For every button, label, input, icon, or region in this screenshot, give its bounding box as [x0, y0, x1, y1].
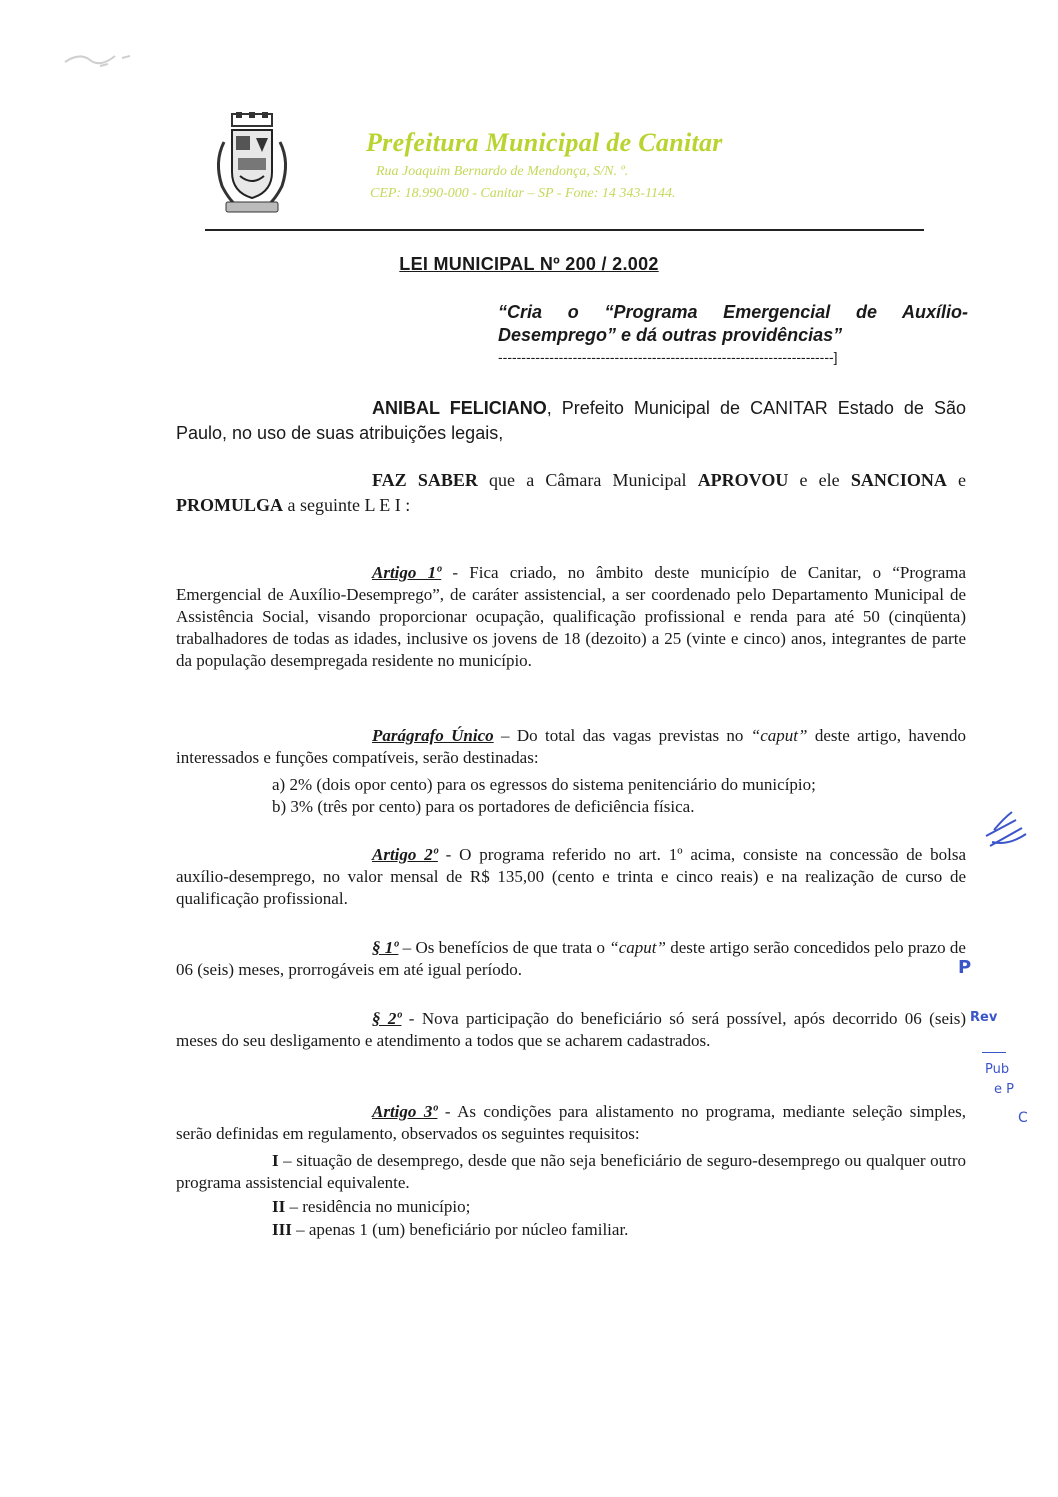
- paragraph-unico-caput: “caput”: [750, 726, 808, 745]
- handwritten-pub-note: Pub: [985, 1062, 1010, 1077]
- handwritten-rev-note: Rev: [970, 1010, 998, 1025]
- article-1: [176, 562, 966, 672]
- handwritten-p-note: P: [958, 957, 972, 978]
- section-1-text-1: – Os benefícios de que trata o: [398, 938, 610, 957]
- intro-paragraph: [176, 396, 966, 446]
- inciso-2-text: – residência no município;: [285, 1197, 471, 1216]
- section-1-text-2: deste artigo serão concedidos pelo prazo de 06 (seis) meses, prorrogáveis em até igual período.: [176, 938, 966, 979]
- paragraph-unico-label: Parágrafo Único: [372, 726, 494, 745]
- faz-saber-sanciona: SANCIONA: [850, 470, 947, 490]
- list-item-a: a) 2% (dois opor cento) para os egressos do sistema penitenciário do município;: [272, 775, 816, 794]
- faz-saber-aprovou: APROVOU: [697, 470, 789, 490]
- article-3-inciso-2: [176, 1196, 966, 1218]
- section-2-label: § 2º: [372, 1009, 402, 1028]
- article-1-label: Artigo 1º: [372, 563, 442, 582]
- article-2-label: Artigo 2º: [372, 845, 438, 864]
- handwritten-signature-mark: [982, 806, 1032, 852]
- faz-saber-text-2: e ele: [788, 470, 851, 490]
- paragraph-unico-text-1: – Do total das vagas previstas no: [493, 726, 751, 745]
- faz-saber-text-4: a seguinte L E I :: [283, 495, 411, 515]
- handwritten-dash: [982, 1052, 1006, 1053]
- section-2-text: - Nova participação do beneficiário só será possível, após decorrido 06 (seis) meses do seu desligamento e atendimento a todos que se acharem cadastrados.: [176, 1009, 966, 1050]
- intro-text: , Prefeito Municipal de CANITAR Estado de São Paulo, no uso de suas atribuições legais,: [176, 398, 966, 443]
- inciso-3-label: III: [272, 1220, 292, 1239]
- article-2: [176, 844, 966, 910]
- section-1-label: § 1º: [372, 938, 399, 957]
- inciso-2-label: II: [272, 1197, 286, 1216]
- inciso-1-label: I: [272, 1151, 279, 1170]
- scan-smudge-mark: [60, 44, 150, 74]
- inciso-1-text: – situação de desemprego, desde que não seja beneficiário de seguro-desemprego ou qualquer outro programa assistencial equivalente.: [176, 1151, 966, 1192]
- ementa-rule: ------------------------------------------------------------------------]: [498, 349, 838, 365]
- article-3-inciso-3: [176, 1219, 966, 1241]
- article-3-inciso-1: [176, 1150, 966, 1194]
- mayor-name: ANIBAL FELICIANO: [372, 398, 547, 418]
- faz-saber-paragraph: [176, 468, 966, 518]
- faz-saber-promulga: PROMULGA: [176, 495, 283, 515]
- article-3: [176, 1101, 966, 1145]
- handwritten-ep-note: e P: [994, 1082, 1014, 1097]
- faz-saber-text-3: e: [946, 470, 967, 490]
- header-divider: [205, 229, 924, 231]
- inciso-3-text: – apenas 1 (um) beneficiário por núcleo familiar.: [291, 1220, 629, 1239]
- section-2: [176, 1008, 966, 1052]
- paragraph-unico-text-2: deste artigo, havendo interessados e funções compatíveis, serão destinadas:: [176, 726, 966, 767]
- header-title: Prefeitura Municipal de Canitar: [366, 128, 723, 157]
- faz-saber-text-1: que a Câmara Municipal: [477, 470, 698, 490]
- header-address: Rua Joaquim Bernardo de Mendonça, S/N. º.: [376, 164, 629, 179]
- section-1: [176, 937, 966, 981]
- header-contact: CEP: 18.990-000 - Canitar – SP - Fone: 14 343-1144.: [370, 186, 676, 201]
- law-ementa: “Cria o “Programa Emergencial de Auxílio-Desemprego” e dá outras providências”: [498, 302, 968, 345]
- article-1-text: - Fica criado, no âmbito deste município de Canitar, o “Programa Emergencial de Auxílio-Desemprego”, de caráter assistencial, a ser coordenado pelo Departamento Municipal de Assistência Social, visando proporcionar ocupação, qualificação profissional e renda para até 50 (cinqüenta) trabalhadores de todas as idades, inclusive os jovens de 18 (dezoito) a 25 (vinte e cinco) anos, integrantes de parte da população desempregada residente no município.: [176, 563, 967, 670]
- paragraph-unico: [176, 725, 966, 769]
- section-1-caput: “caput”: [609, 938, 666, 957]
- article-2-text: - O programa referido no art. 1º acima, consiste na concessão de bolsa auxílio-desemprego, no valor mensal de R$ 135,00 (cento e trinta e cinco reais) e na realização de curso de qualificação profissional.: [176, 845, 967, 908]
- list-item-b: b) 3% (três por cento) para os portadores de deficiência física.: [272, 797, 695, 816]
- article-3-label: Artigo 3º: [372, 1102, 438, 1121]
- municipal-coat-of-arms-icon: [210, 112, 294, 216]
- handwritten-c-note: C: [1018, 1110, 1028, 1126]
- faz-saber-label: FAZ SABER: [372, 470, 478, 490]
- law-title: LEI MUNICIPAL Nº 200 / 2.002: [399, 254, 659, 274]
- article-3-text: - As condições para alistamento no programa, mediante seleção simples, serão definidas em regulamento, observados os seguintes requisitos:: [176, 1102, 967, 1143]
